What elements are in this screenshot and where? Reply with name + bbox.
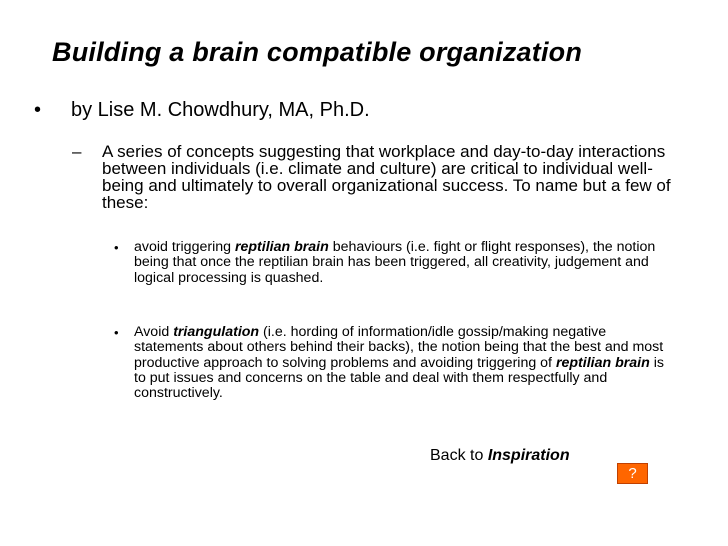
term-reptilian-brain: reptilian brain [234, 239, 329, 255]
back-target[interactable]: Inspiration [487, 447, 570, 464]
point-triangulation [134, 325, 679, 401]
term-reptilian-brain: reptilian brain [555, 354, 650, 371]
author-line: by Lise M. Chowdhury, MA, Ph.D. [71, 99, 370, 121]
point-text: avoid triggering [134, 239, 235, 255]
point-text: is to put issues and concerns on the table and deal with them respectfully and constructively. [134, 354, 664, 402]
term-triangulation: triangulation [173, 324, 260, 340]
bullet-icon: • [114, 325, 119, 340]
back-prefix: Back to [430, 447, 488, 464]
summary-text: A series of concepts suggesting that workplace and day-to-day interactions between individuals (i.e. climate and culture) are critical to individual well-being and ultimately to overall organizational success. To name but a few of these: [102, 142, 671, 212]
help-button[interactable] [617, 463, 648, 484]
point-text: behaviours (i.e. fight or flight responses), the notion being that once the reptilian brain has been triggered, all creativity, judgement and logical processing is quashed. [134, 239, 656, 286]
bullet-icon: • [114, 240, 119, 255]
dash-icon: – [72, 142, 82, 161]
point-reptilian-brain [134, 240, 679, 286]
slide-title: Building a brain compatible organization [52, 37, 583, 67]
back-to-inspiration-link[interactable] [430, 447, 570, 465]
point-text: Avoid [134, 324, 174, 340]
question-mark-icon: ? [628, 465, 637, 482]
bullet-icon: • [34, 99, 42, 121]
point-text: (i.e. hording of information/idle gossip/making negative statements about others behind their backs), the notion being that the best and most productive approach to solving problems and avoiding triggering of [134, 324, 664, 371]
